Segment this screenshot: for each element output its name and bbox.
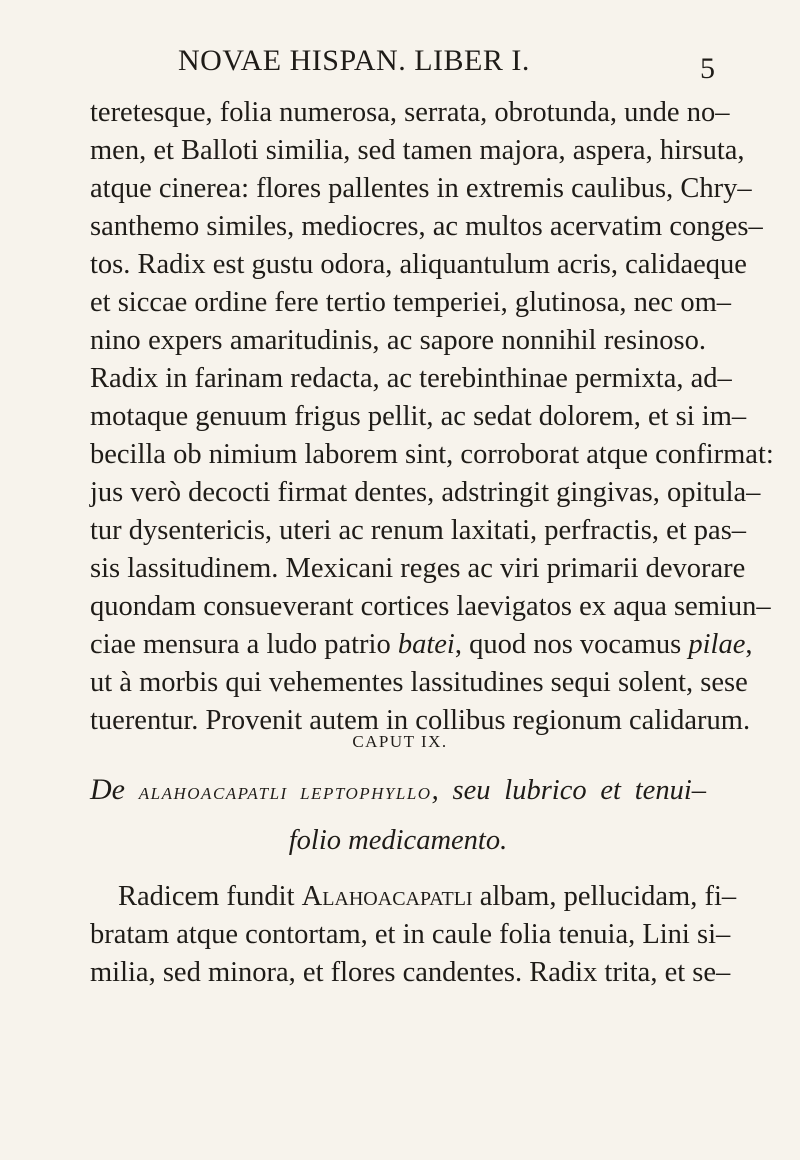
text-line-2: men, et Balloti similia, sed tamen majora, aspera, hirsuta, [90, 135, 745, 166]
text-line-7: nino expers amaritudinis, ac sapore nonnihil resinoso. [90, 325, 706, 356]
text-line-17: tuerentur. Provenit autem in collibus regionum calidarum. [90, 705, 751, 736]
text-line-12: tur dysentericis, uteri ac renum laxitati, perfractis, et pas– [90, 515, 747, 546]
running-head: NOVAE HISPAN. LIBER I. [178, 44, 530, 77]
para2-line-1 [118, 878, 737, 916]
para2-first-words: Radicem fundit [118, 881, 295, 912]
text-line-5: tos. Radix est gustu odora, aliquantulum acris, calidaeque [90, 249, 747, 280]
para2-plant-name: Alahoacapatli [301, 881, 473, 912]
chapter-title-line-1 [90, 771, 706, 813]
para2-line-3: milia, sed minora, et flores candentes. Radix trita, et se– [90, 957, 731, 988]
text-line-8: Radix in farinam redacta, ac terebinthinae permixta, ad– [90, 363, 732, 394]
text-line-11: jus verò decocti firmat dentes, adstringit gingivas, opitula– [90, 477, 761, 508]
text-line-15 [90, 626, 753, 664]
page-number: 5 [700, 52, 715, 85]
text-line-15-end: , [745, 629, 753, 660]
chapter-title-de: De [90, 773, 125, 806]
text-line-4: santhemo similes, mediocres, ac multos acervatim conges– [90, 211, 763, 242]
text-line-15-start: ciae mensura a ludo patrio [90, 629, 391, 660]
word-batei: batei [397, 629, 455, 660]
chapter-number: CAPUT IX. [352, 732, 448, 751]
chapter-title-plant-name: ALAHOACAPATLI LEPTOPHYLLO [138, 784, 432, 803]
chapter-title-line-2: folio medicamento. [288, 825, 508, 856]
text-line-9: motaque genuum frigus pellit, ac sedat dolorem, et si im– [90, 401, 747, 432]
text-line-14: quondam consueverant cortices laevigatos ex aqua semiun– [90, 591, 771, 622]
text-line-6: et siccae ordine fere tertio temperiei, glutinosa, nec om– [90, 287, 731, 318]
text-line-10: becilla ob nimium laborem sint, corroborat atque confirmat: [90, 439, 774, 470]
para2-line-1-rest: albam, pellucidam, fi– [479, 881, 737, 912]
text-line-13: sis lassitudinem. Mexicani reges ac viri primarii devorare [90, 553, 746, 584]
text-line-3: atque cinerea: flores pallentes in extremis caulibus, Chry– [90, 173, 752, 204]
page-header [0, 44, 800, 84]
chapter-title-rest: , seu lubrico et tenui– [431, 775, 706, 806]
word-pilae: pilae [688, 629, 746, 660]
text-line-15-mid: , quod nos vocamus [454, 629, 682, 660]
text-line-1: teretesque, folia numerosa, serrata, obrotunda, unde no– [90, 97, 730, 128]
para2-line-2: bratam atque contortam, et in caule folia tenuia, Lini si– [90, 919, 731, 950]
text-line-16: ut à morbis qui vehementes lassitudines sequi solent, sese [90, 667, 748, 698]
